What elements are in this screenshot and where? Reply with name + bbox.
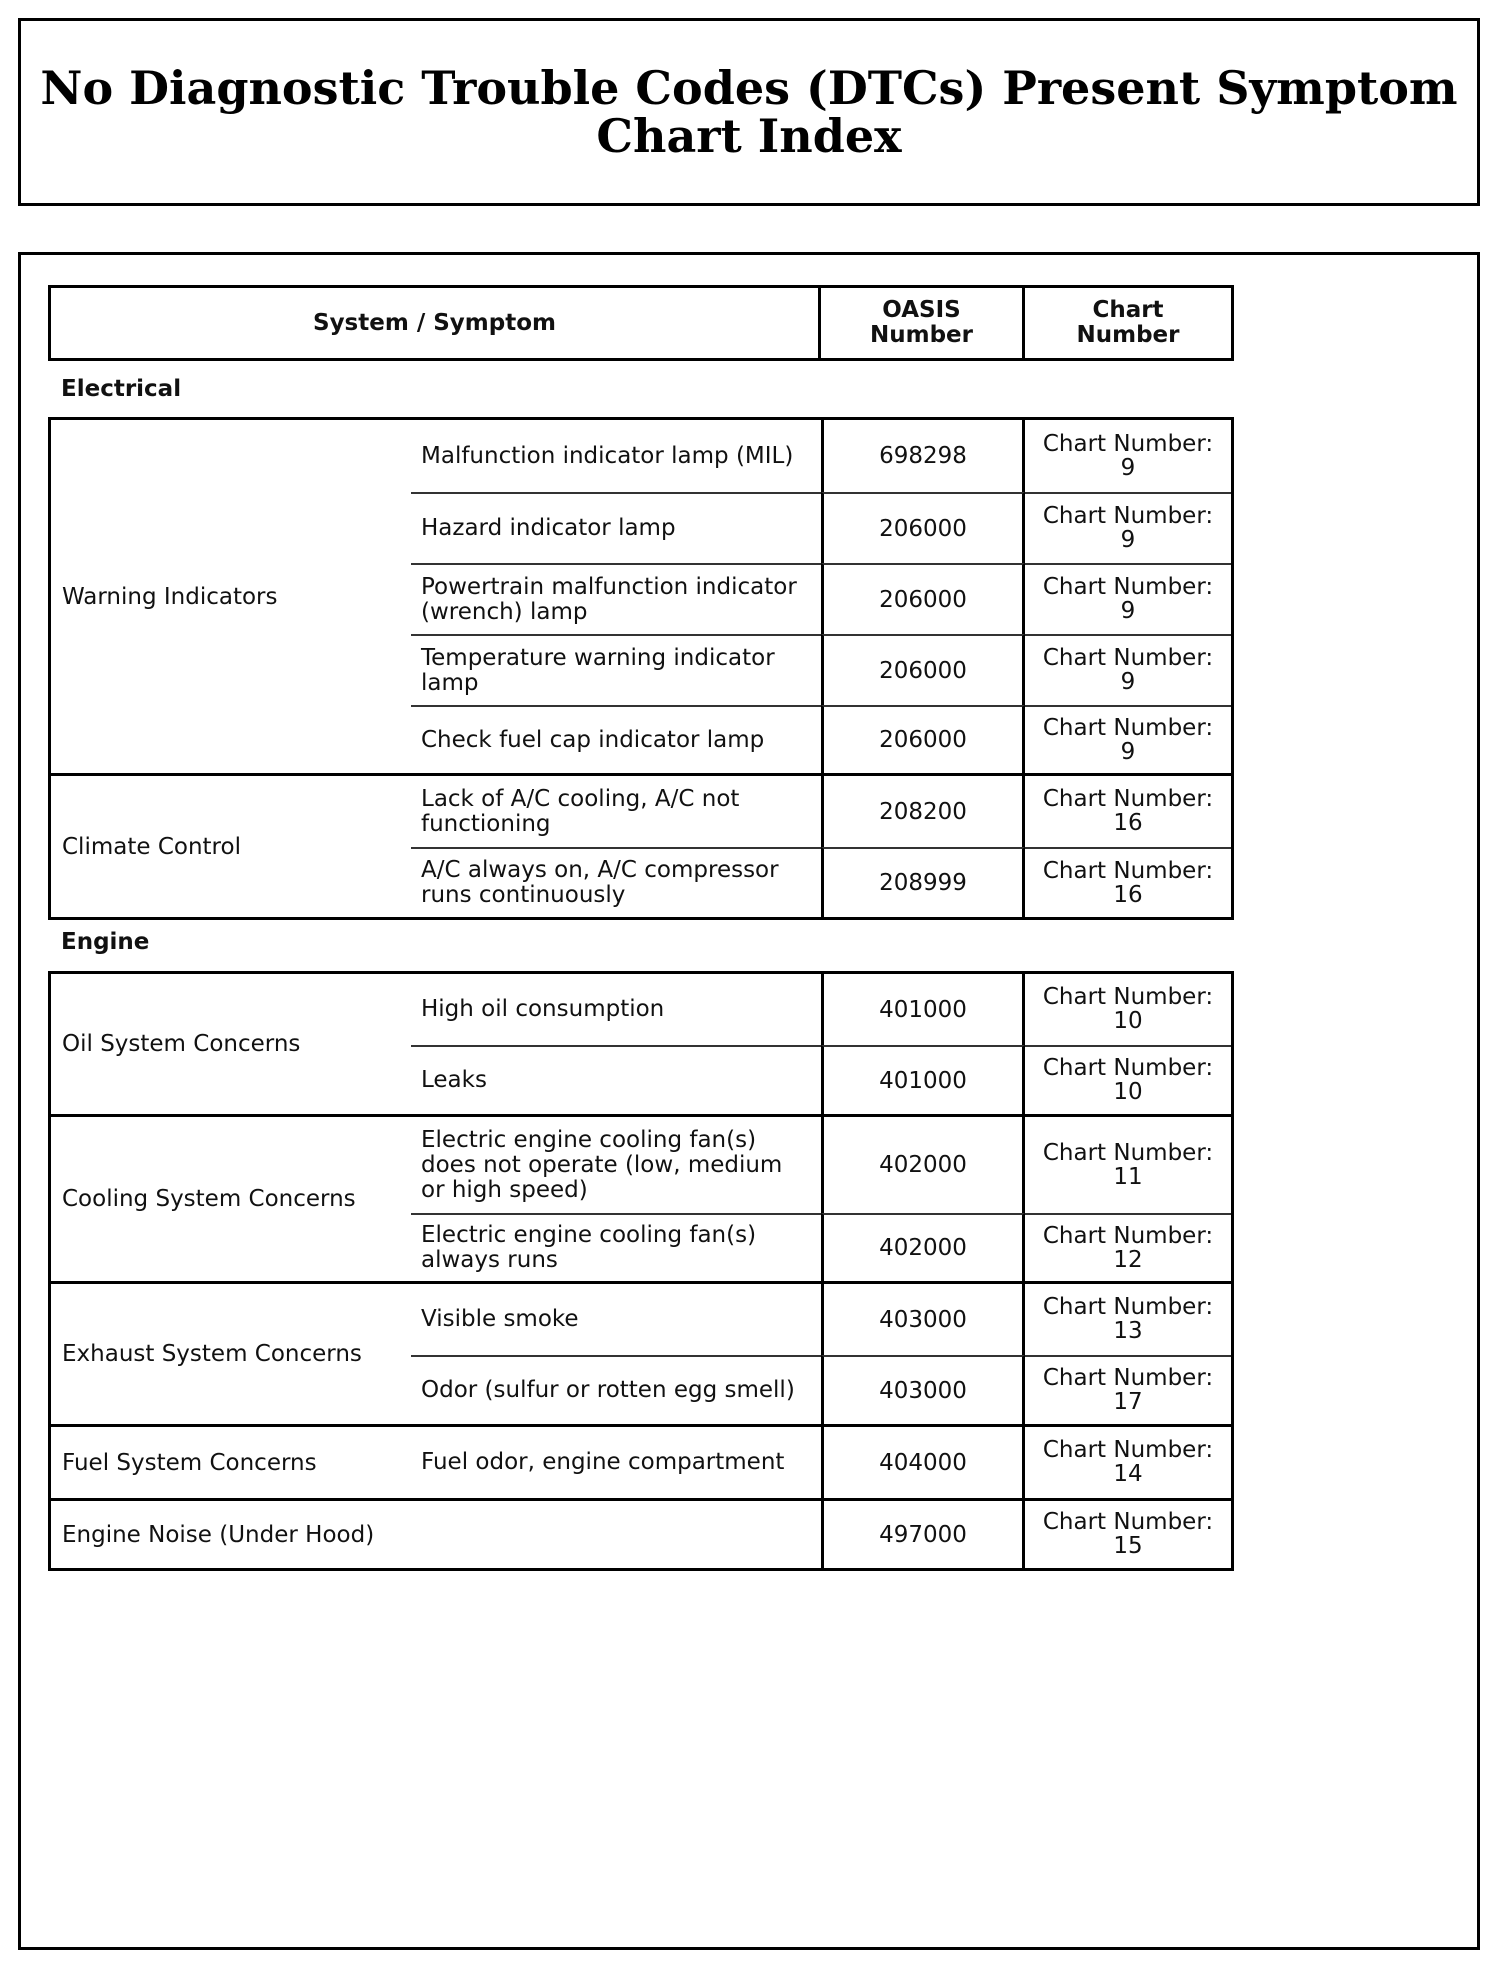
symptom-cell: Electric engine cooling fan(s) always runs bbox=[411, 1213, 821, 1281]
symptom-cell: Electric engine cooling fan(s) does not operate (low, medium or high speed) bbox=[421, 1126, 783, 1203]
table-row bbox=[411, 847, 1231, 917]
chart-number-cell bbox=[1025, 492, 1231, 563]
chart-label: Chart Number: bbox=[1042, 984, 1214, 1010]
chart-label: Chart Number: bbox=[1042, 786, 1214, 812]
oasis-number-cell: 401000 bbox=[821, 974, 1025, 1045]
group-oil-system-concerns bbox=[48, 971, 1234, 1117]
group-name: Exhaust System Concerns bbox=[62, 1341, 362, 1367]
table-row bbox=[411, 1117, 1231, 1213]
table-row bbox=[411, 563, 1231, 634]
header-chart-line-2: Number bbox=[1076, 322, 1180, 348]
symptom-cell: Malfunction indicator lamp (MIL) bbox=[421, 442, 794, 469]
chart-number-value: 16 bbox=[1113, 810, 1143, 836]
header-chart-number bbox=[1025, 288, 1231, 358]
header-system-symptom-label: System / Symptom bbox=[313, 309, 556, 336]
chart-label: Chart Number: bbox=[1042, 430, 1214, 457]
table-row bbox=[411, 1045, 1231, 1114]
chart-number-cell bbox=[1025, 1284, 1231, 1355]
group-warning-indicators bbox=[48, 417, 1234, 776]
symptom-cell: Hazard indicator lamp bbox=[411, 492, 821, 563]
symptom-cell: A/C always on, A/C compressor runs continuously bbox=[411, 847, 821, 917]
group-name: Fuel System Concerns bbox=[62, 1449, 317, 1476]
table-row bbox=[411, 1501, 1231, 1568]
table-row bbox=[411, 492, 1231, 563]
header-chart-line-1: Chart bbox=[1092, 297, 1164, 323]
chart-number-value: 10 bbox=[1113, 1008, 1143, 1034]
table-row bbox=[411, 705, 1231, 773]
header-oasis-number bbox=[821, 288, 1025, 358]
header-system-symptom bbox=[51, 288, 821, 358]
chart-number-cell bbox=[1025, 705, 1231, 773]
symptom-cell: Visible smoke bbox=[421, 1306, 579, 1332]
oasis-number-cell: 206000 bbox=[821, 634, 1025, 705]
oasis-number-cell: 402000 bbox=[821, 1117, 1025, 1213]
page-title-line-1: No Diagnostic Trouble Codes (DTCs) Present Symptom bbox=[40, 61, 1458, 115]
group-name: Climate Control bbox=[62, 833, 241, 860]
chart-index-panel bbox=[18, 252, 1480, 1950]
chart-number-value: 15 bbox=[1113, 1533, 1143, 1559]
group-name: Cooling System Concerns bbox=[62, 1186, 356, 1212]
oasis-number-cell: 497000 bbox=[821, 1501, 1025, 1568]
oasis-number-cell: 206000 bbox=[821, 705, 1025, 773]
symptom-cell: Odor (sulfur or rotten egg smell) bbox=[411, 1355, 821, 1424]
chart-label: Chart Number: bbox=[1042, 503, 1214, 529]
symptom-cell: Lack of A/C cooling, A/C not functioning bbox=[421, 785, 740, 837]
oasis-number-cell: 402000 bbox=[821, 1213, 1025, 1281]
table-row bbox=[411, 1284, 1231, 1355]
oasis-number-cell: 698298 bbox=[821, 420, 1025, 492]
chart-number-cell bbox=[1025, 420, 1231, 492]
symptom-cell bbox=[411, 1501, 821, 1568]
group-name: Engine Noise (Under Hood) bbox=[62, 1521, 375, 1548]
oasis-number-cell: 404000 bbox=[821, 1427, 1025, 1498]
table-row bbox=[411, 776, 1231, 847]
header-oasis-line-1: OASIS bbox=[882, 297, 961, 323]
title-box bbox=[18, 18, 1480, 206]
chart-number-cell bbox=[1025, 1355, 1231, 1424]
chart-number-cell bbox=[1025, 776, 1231, 847]
chart-number-value: 14 bbox=[1113, 1461, 1143, 1487]
symptom-cell: Powertrain malfunction indicator (wrench) lamp bbox=[411, 563, 821, 634]
group-climate-control bbox=[48, 773, 1234, 920]
oasis-number-cell: 403000 bbox=[821, 1355, 1025, 1424]
group-engine-noise bbox=[48, 1498, 1234, 1571]
chart-label: Chart Number: bbox=[1042, 1222, 1214, 1249]
oasis-number-cell: 401000 bbox=[821, 1045, 1025, 1114]
oasis-number-cell: 206000 bbox=[821, 492, 1025, 563]
group-cooling-system-concerns bbox=[48, 1114, 1234, 1284]
oasis-number-cell: 206000 bbox=[821, 563, 1025, 634]
chart-number-value: 9 bbox=[1120, 454, 1136, 481]
chart-number-cell bbox=[1025, 634, 1231, 705]
chart-label: Chart Number: bbox=[1042, 714, 1214, 741]
group-exhaust-system-concerns bbox=[48, 1281, 1234, 1427]
chart-number-cell bbox=[1025, 1117, 1231, 1213]
table-row bbox=[411, 1427, 1231, 1498]
chart-number-cell bbox=[1025, 847, 1231, 917]
table-row bbox=[411, 1355, 1231, 1424]
chart-number-value: 9 bbox=[1120, 527, 1136, 553]
chart-number-value: 12 bbox=[1113, 1246, 1143, 1273]
chart-label: Chart Number: bbox=[1042, 857, 1214, 884]
chart-number-value: 10 bbox=[1113, 1079, 1143, 1105]
chart-number-value: 11 bbox=[1113, 1163, 1143, 1190]
table-row bbox=[411, 974, 1231, 1045]
oasis-number-cell: 403000 bbox=[821, 1284, 1025, 1355]
chart-number-cell bbox=[1025, 1213, 1231, 1281]
chart-number-cell bbox=[1025, 1501, 1231, 1568]
table-row bbox=[411, 634, 1231, 705]
chart-number-cell bbox=[1025, 563, 1231, 634]
chart-label: Chart Number: bbox=[1042, 1294, 1214, 1320]
chart-label: Chart Number: bbox=[1042, 1365, 1214, 1391]
oasis-number-cell: 208999 bbox=[821, 847, 1025, 917]
chart-label: Chart Number: bbox=[1042, 574, 1214, 600]
chart-number-cell bbox=[1025, 974, 1231, 1045]
section-label-engine: Engine bbox=[61, 929, 150, 955]
group-fuel-system-concerns bbox=[48, 1424, 1234, 1501]
table-header bbox=[48, 285, 1234, 361]
section-label-electrical: Electrical bbox=[61, 376, 182, 402]
group-name: Oil System Concerns bbox=[62, 1031, 301, 1057]
group-name: Warning Indicators bbox=[62, 583, 278, 610]
chart-number-cell bbox=[1025, 1427, 1231, 1498]
symptom-cell: High oil consumption bbox=[421, 996, 665, 1022]
chart-number-cell bbox=[1025, 1045, 1231, 1114]
chart-label: Chart Number: bbox=[1042, 1055, 1214, 1081]
symptom-cell: Check fuel cap indicator lamp bbox=[411, 705, 821, 773]
chart-number-value: 16 bbox=[1113, 881, 1143, 908]
chart-number-value: 9 bbox=[1120, 598, 1136, 624]
chart-label: Chart Number: bbox=[1042, 1437, 1214, 1463]
chart-number-value: 9 bbox=[1120, 669, 1136, 695]
table-row bbox=[411, 420, 1231, 492]
table-row bbox=[411, 1213, 1231, 1281]
chart-number-value: 13 bbox=[1113, 1318, 1143, 1344]
oasis-number-cell: 208200 bbox=[821, 776, 1025, 847]
chart-label: Chart Number: bbox=[1042, 1139, 1214, 1166]
symptom-cell: Fuel odor, engine compartment bbox=[421, 1449, 785, 1475]
chart-label: Chart Number: bbox=[1042, 1509, 1214, 1535]
symptom-cell: Temperature warning indicator lamp bbox=[411, 634, 821, 705]
chart-label: Chart Number: bbox=[1042, 645, 1214, 671]
page-title-line-2: Chart Index bbox=[596, 109, 902, 163]
header-oasis-line-2: Number bbox=[870, 322, 973, 348]
chart-number-value: 17 bbox=[1113, 1389, 1143, 1415]
symptom-cell: Leaks bbox=[411, 1045, 821, 1114]
chart-number-value: 9 bbox=[1120, 738, 1136, 765]
